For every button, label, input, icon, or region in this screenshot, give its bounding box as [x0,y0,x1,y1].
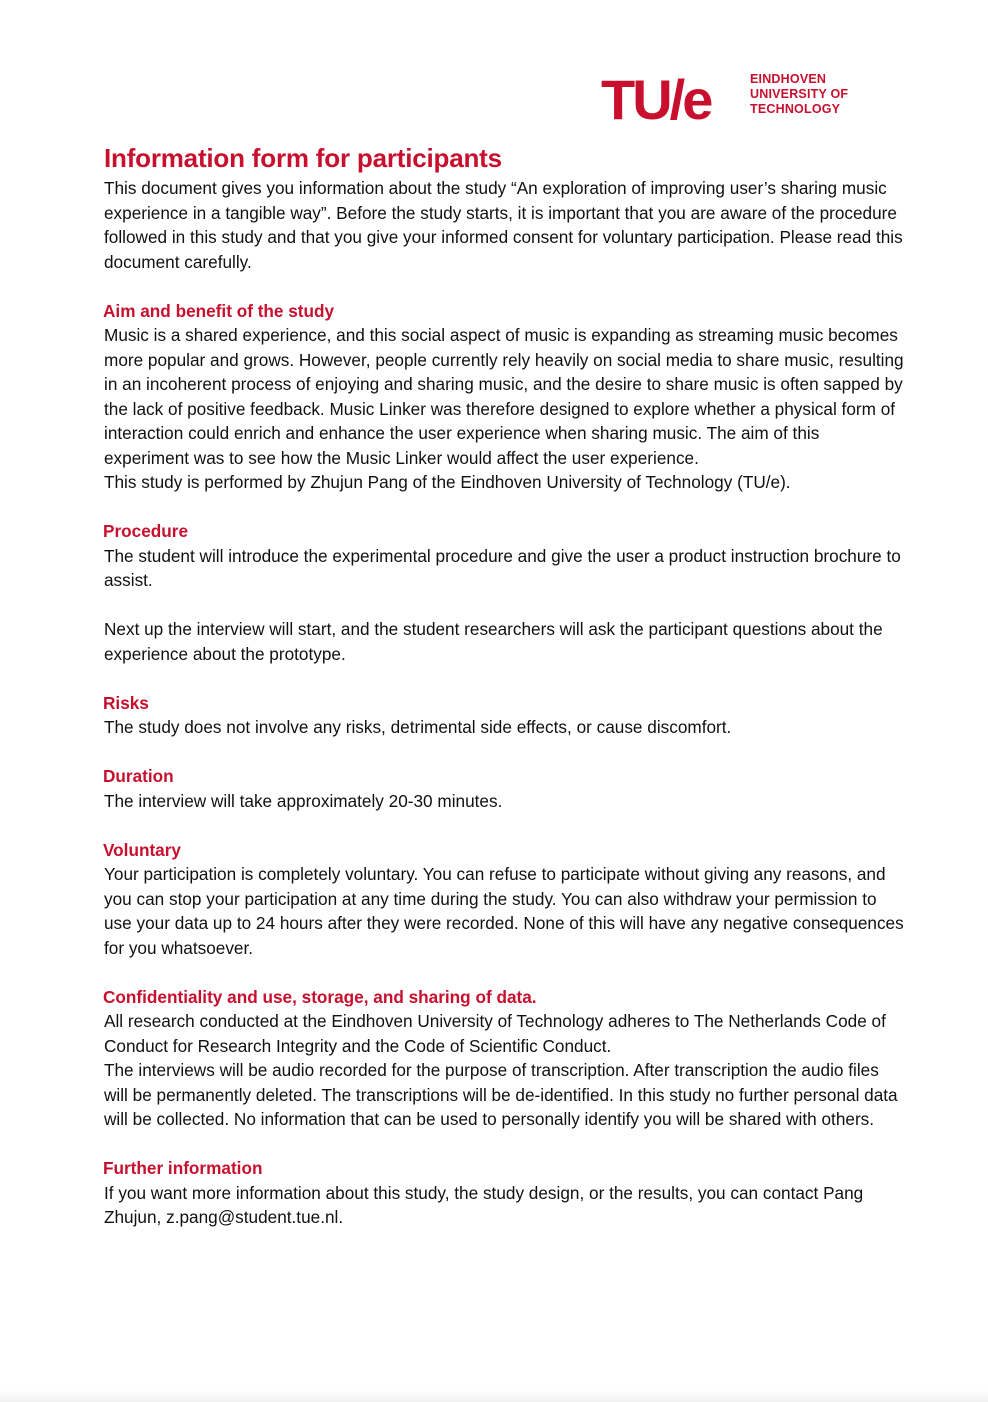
tue-logo-mark-text: TU/e [601,70,711,128]
section-confidentiality [104,985,904,1132]
page-bottom-edge [0,1390,988,1402]
tue-logo-mark [601,70,741,128]
section-heading: Aim and benefit of the study [103,300,335,321]
section-heading: Duration [103,766,174,786]
section-paragraph: The study does not involve any risks, detrimental side effects, or cause discomfort. [104,717,732,737]
section-further-information [104,1156,904,1230]
section-paragraph: Next up the interview will start, and the student researchers will ask the participant questions about the experience about the prototype. [104,619,883,664]
section-paragraph: The student will introduce the experimental procedure and give the user a product instruction brochure to assist. [104,545,901,590]
section-aim [104,299,904,495]
section-procedure [104,519,904,666]
section-heading: Voluntary [103,839,181,860]
section-heading: Confidentiality and use, storage, and sharing of data. [103,986,537,1007]
tue-logo-wordmark [750,72,848,117]
section-heading: Risks [103,692,149,713]
tue-logo [601,70,871,128]
section-duration [104,764,904,813]
logo-line: EINDHOVEN [750,72,827,86]
section-paragraph: Your participation is completely voluntary. You can refuse to participate without giving any reasons, and you can stop your participation at any time during the study. You can also withdraw your permission to use your data up to 24 hours after they were recorded. None of this will have any negative consequences for you whatsoever. [104,864,904,958]
section-paragraph: All research conducted at the Eindhoven University of Technology adheres to The Netherlands Code of Conduct for Research Integrity and the Code of Scientific Conduct. [104,1011,886,1056]
section-paragraph: The interview will take approximately 20-30 minutes. [104,790,503,811]
intro-paragraph: This document gives you information about the study “An exploration of improving user’s sharing music experience in a tangible way”. Before the study starts, it is important that you are aware of the procedure followed in this study and that you give your informed consent for voluntary participation. Please read this document carefully. [104,178,903,272]
section-heading: Procedure [103,521,189,541]
document-body [104,140,904,1230]
logo-line: TECHNOLOGY [750,102,841,116]
section-risks [104,691,904,740]
section-paragraph: Music is a shared experience, and this social aspect of music is expanding as streaming music becomes more popular and grows. However, people currently rely heavily on social media to share music, resulting in an incoherent process of enjoying and sharing music, and the desire to share music is often sapped by the lack of positive feedback. Music Linker was therefore designed to explore whether a physical form of interaction could enrich and enhance the user experience when sharing music. The aim of this experiment was to see how the Music Linker would affect the user experience. [104,325,904,468]
logo-line: UNIVERSITY OF [750,87,849,101]
section-paragraph: The interviews will be audio recorded for the purpose of transcription. After transcription the audio files will be permanently deleted. The transcriptions will be de-identified. In this study no further personal data will be collected. No information that can be used to personally identify you will be shared with others. [104,1060,898,1129]
section-heading: Further information [103,1158,263,1178]
section-voluntary [104,838,904,961]
page-title: Information form for participants [104,143,502,173]
section-paragraph: If you want more information about this study, the study design, or the results, you can contact Pang Zhujun, z.pang@student.tue.nl. [104,1182,864,1227]
section-paragraph: This study is performed by Zhujun Pang of the Eindhoven University of Technology (TU/e). [104,472,791,492]
paragraph-gap [104,593,904,618]
